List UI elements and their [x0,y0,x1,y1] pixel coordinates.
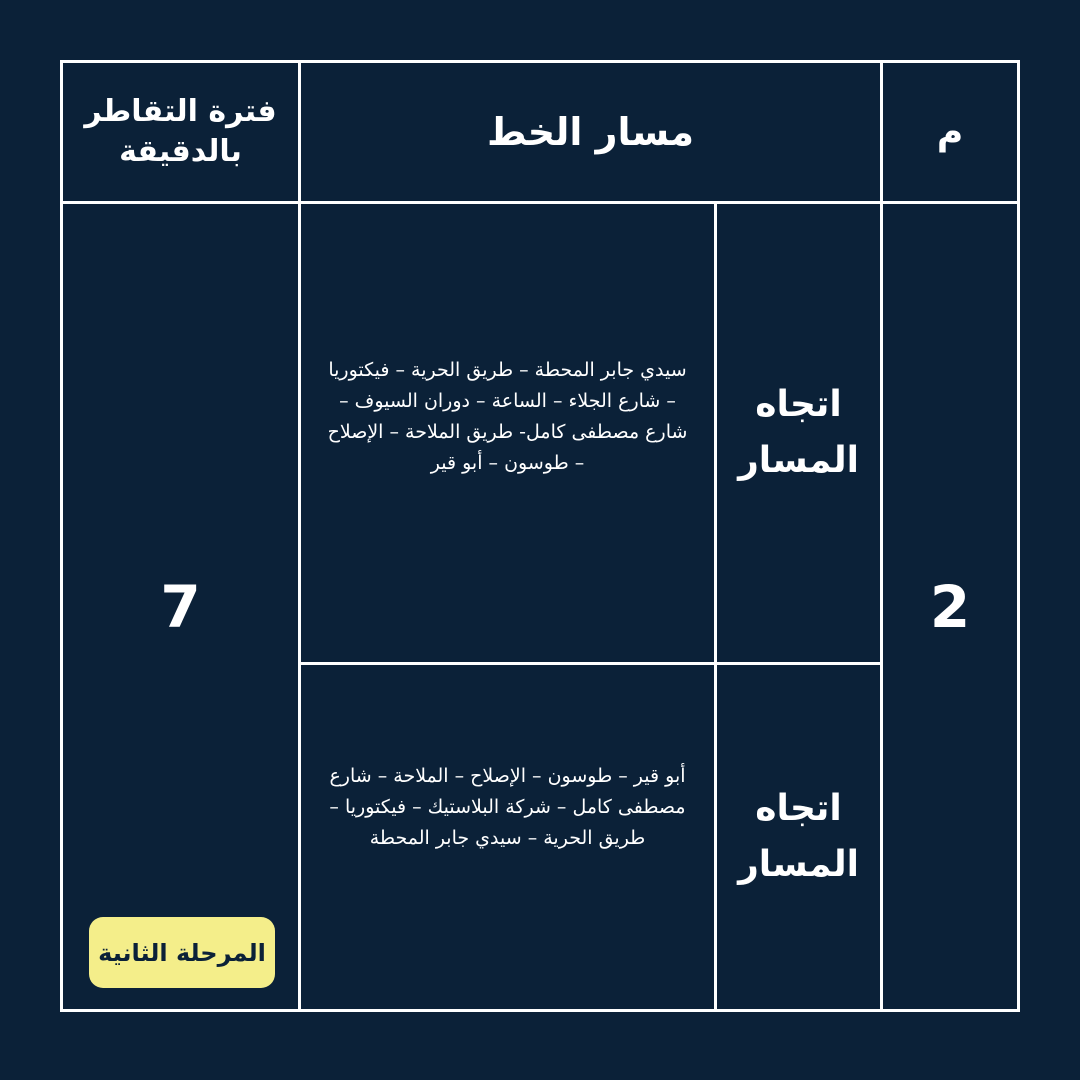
direction-label: اتجاه المسار [738,788,859,885]
header-interval: فترة التقاطر بالدقيقة [84,94,277,169]
route-stops-return: أبو قير – طوسون – الإصلاح – الملاحة – شارع مصطفى كامل – شركة البلاستيك – فيكتوريا – طريق الحرية – سيدي جابر المحطة [329,765,686,849]
header-index: م [936,111,964,153]
header-route: مسار الخط [487,110,694,154]
interval-value: 7 [160,572,201,641]
phase-badge: المرحلة الثانية [89,917,275,988]
row-index: 2 [929,572,971,641]
direction-label: اتجاه المسار [738,384,859,481]
route-stops-outbound: سيدي جابر المحطة – طريق الحرية – فيكتوريا – شارع الجلاء – الساعة – دوران السيوف – شارع مصطفى كامل- طريق الملاحة – الإصلاح – طوسون – أبو قير [327,359,688,474]
route-table [60,60,1020,1012]
